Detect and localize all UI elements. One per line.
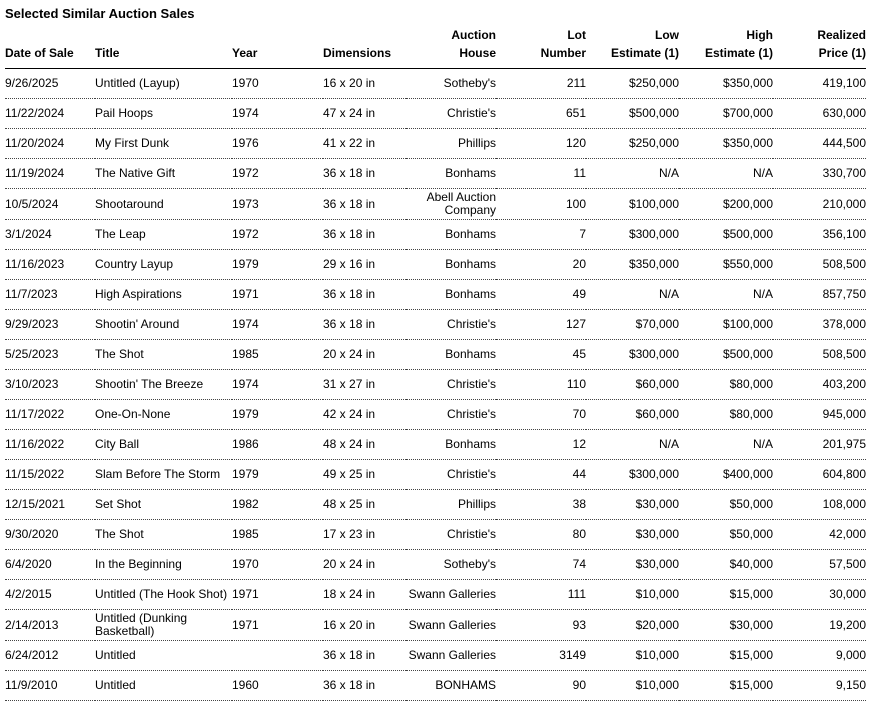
cell-realized_price: 9,150 [773,671,866,701]
cell-low_estimate: $350,000 [586,250,679,280]
cell-lot_number: 49 [496,280,586,310]
cell-high_estimate: $350,000 [679,129,773,159]
cell-lot_number: 120 [496,129,586,159]
cell-realized_price: 419,100 [773,69,866,99]
cell-dimensions: 48 x 25 in [323,490,406,520]
cell-auction_house: Swann Galleries [406,641,496,671]
cell-lot_number: 127 [496,310,586,340]
cell-high_estimate: $40,000 [679,550,773,580]
cell-date_of_sale: 11/19/2024 [5,159,95,189]
table-row [5,340,866,370]
cell-date_of_sale: 3/10/2023 [5,370,95,400]
cell-auction_house: Christie's [406,520,496,550]
cell-year: 1986 [232,430,323,460]
cell-auction_house: Bonhams [406,159,496,189]
table-row [5,400,866,430]
cell-year: 1976 [232,129,323,159]
cell-lot_number: 12 [496,430,586,460]
cell-lot_number: 93 [496,610,586,641]
cell-high_estimate: $15,000 [679,671,773,701]
cell-lot_number: 110 [496,370,586,400]
cell-high_estimate: $700,000 [679,99,773,129]
table-row [5,460,866,490]
cell-auction_house: Bonhams [406,340,496,370]
table-row [5,370,866,400]
cell-title: Untitled [95,641,232,671]
cell-low_estimate: $500,000 [586,99,679,129]
cell-title: My First Dunk [95,129,232,159]
cell-lot_number: 20 [496,250,586,280]
cell-auction_house: Swann Galleries [406,610,496,641]
cell-realized_price: 19,200 [773,610,866,641]
cell-realized_price: 604,800 [773,460,866,490]
cell-low_estimate: $10,000 [586,671,679,701]
cell-auction_house: Bonhams [406,220,496,250]
cell-auction_house: Bonhams [406,250,496,280]
cell-lot_number: 90 [496,671,586,701]
cell-realized_price: 57,500 [773,550,866,580]
table-row [5,220,866,250]
table-row [5,580,866,610]
cell-high_estimate: $100,000 [679,310,773,340]
table-row [5,520,866,550]
cell-high_estimate: $350,000 [679,69,773,99]
cell-auction_house: Christie's [406,310,496,340]
cell-high_estimate: N/A [679,159,773,189]
table-row [5,129,866,159]
cell-realized_price: 30,000 [773,580,866,610]
cell-lot_number: 100 [496,189,586,220]
cell-low_estimate: $300,000 [586,460,679,490]
column-header-dimensions: Dimensions [323,24,406,69]
cell-year: 1974 [232,310,323,340]
cell-lot_number: 3149 [496,641,586,671]
header-row [5,24,866,69]
cell-dimensions: 49 x 25 in [323,460,406,490]
column-header-title: Title [95,24,232,69]
cell-low_estimate: $30,000 [586,520,679,550]
cell-year: 1970 [232,550,323,580]
cell-low_estimate: N/A [586,159,679,189]
cell-dimensions: 36 x 18 in [323,641,406,671]
cell-auction_house: Phillips [406,129,496,159]
column-header-auction_house: Auction House [406,24,496,69]
cell-low_estimate: $100,000 [586,189,679,220]
cell-realized_price: 508,500 [773,340,866,370]
cell-dimensions: 31 x 27 in [323,370,406,400]
cell-date_of_sale: 11/17/2022 [5,400,95,430]
column-header-lot_number: Lot Number [496,24,586,69]
cell-high_estimate: $15,000 [679,641,773,671]
cell-title: Slam Before The Storm [95,460,232,490]
cell-date_of_sale: 4/2/2015 [5,580,95,610]
cell-realized_price: 356,100 [773,220,866,250]
cell-dimensions: 36 x 18 in [323,220,406,250]
table-row [5,99,866,129]
cell-low_estimate: $300,000 [586,220,679,250]
cell-title: In the Beginning [95,550,232,580]
cell-high_estimate: $500,000 [679,220,773,250]
cell-realized_price: 330,700 [773,159,866,189]
cell-realized_price: 9,000 [773,641,866,671]
cell-dimensions: 41 x 22 in [323,129,406,159]
table-row [5,69,866,99]
cell-dimensions: 36 x 18 in [323,280,406,310]
cell-year: 1979 [232,460,323,490]
column-header-date_of_sale: Date of Sale [5,24,95,69]
cell-low_estimate: $30,000 [586,490,679,520]
cell-low_estimate: $30,000 [586,550,679,580]
cell-year: 1973 [232,189,323,220]
cell-auction_house: Christie's [406,460,496,490]
cell-title: Pail Hoops [95,99,232,129]
cell-lot_number: 80 [496,520,586,550]
cell-title: City Ball [95,430,232,460]
cell-lot_number: 111 [496,580,586,610]
cell-high_estimate: $80,000 [679,400,773,430]
cell-title: The Shot [95,340,232,370]
cell-high_estimate: $200,000 [679,189,773,220]
cell-realized_price: 210,000 [773,189,866,220]
cell-low_estimate: N/A [586,280,679,310]
cell-low_estimate: $60,000 [586,370,679,400]
table-row [5,641,866,671]
cell-realized_price: 857,750 [773,280,866,310]
cell-lot_number: 651 [496,99,586,129]
cell-year: 1974 [232,99,323,129]
cell-dimensions: 47 x 24 in [323,99,406,129]
cell-title: Shootin' Around [95,310,232,340]
cell-realized_price: 945,000 [773,400,866,430]
cell-title: The Shot [95,520,232,550]
cell-year: 1972 [232,220,323,250]
table-header [5,24,866,69]
cell-title: Set Shot [95,490,232,520]
auction-sales-table [5,24,866,701]
table-row [5,310,866,340]
cell-high_estimate: $30,000 [679,610,773,641]
cell-year [232,641,323,671]
table-row [5,490,866,520]
cell-date_of_sale: 6/4/2020 [5,550,95,580]
cell-date_of_sale: 11/22/2024 [5,99,95,129]
cell-lot_number: 38 [496,490,586,520]
cell-title: The Native Gift [95,159,232,189]
cell-title: Untitled (Layup) [95,69,232,99]
table-body [5,69,866,701]
cell-dimensions: 18 x 24 in [323,580,406,610]
cell-dimensions: 36 x 18 in [323,159,406,189]
cell-title: High Aspirations [95,280,232,310]
cell-high_estimate: $50,000 [679,520,773,550]
cell-date_of_sale: 9/30/2020 [5,520,95,550]
cell-auction_house: Sotheby's [406,550,496,580]
table-row [5,610,866,641]
cell-auction_house: Abell Auction Company [406,189,496,220]
cell-date_of_sale: 12/15/2021 [5,490,95,520]
cell-title: Untitled [95,671,232,701]
cell-dimensions: 16 x 20 in [323,69,406,99]
cell-low_estimate: $300,000 [586,340,679,370]
table-row [5,250,866,280]
cell-year: 1972 [232,159,323,189]
cell-dimensions: 29 x 16 in [323,250,406,280]
cell-dimensions: 48 x 24 in [323,430,406,460]
cell-auction_house: Bonhams [406,430,496,460]
cell-lot_number: 211 [496,69,586,99]
cell-dimensions: 16 x 20 in [323,610,406,641]
cell-high_estimate: N/A [679,280,773,310]
cell-low_estimate: N/A [586,430,679,460]
cell-realized_price: 378,000 [773,310,866,340]
cell-year: 1960 [232,671,323,701]
cell-low_estimate: $20,000 [586,610,679,641]
table-row [5,430,866,460]
cell-high_estimate: $50,000 [679,490,773,520]
cell-year: 1971 [232,580,323,610]
cell-title: Shootin' The Breeze [95,370,232,400]
cell-date_of_sale: 11/16/2022 [5,430,95,460]
cell-date_of_sale: 11/7/2023 [5,280,95,310]
cell-auction_house: Sotheby's [406,69,496,99]
cell-dimensions: 20 x 24 in [323,550,406,580]
cell-realized_price: 201,975 [773,430,866,460]
cell-dimensions: 17 x 23 in [323,520,406,550]
table-row [5,671,866,701]
cell-low_estimate: $10,000 [586,641,679,671]
cell-high_estimate: $400,000 [679,460,773,490]
cell-year: 1982 [232,490,323,520]
cell-low_estimate: $70,000 [586,310,679,340]
table-row [5,280,866,310]
cell-auction_house: Phillips [406,490,496,520]
cell-auction_house: Christie's [406,99,496,129]
cell-lot_number: 74 [496,550,586,580]
cell-auction_house: Christie's [406,370,496,400]
cell-title: The Leap [95,220,232,250]
cell-title: Untitled (Dunking Basketball) [95,610,232,641]
cell-high_estimate: $80,000 [679,370,773,400]
cell-year: 1985 [232,520,323,550]
cell-dimensions: 42 x 24 in [323,400,406,430]
cell-year: 1971 [232,610,323,641]
cell-realized_price: 42,000 [773,520,866,550]
cell-year: 1970 [232,69,323,99]
cell-year: 1971 [232,280,323,310]
column-header-low_estimate: Low Estimate (1) [586,24,679,69]
cell-year: 1979 [232,250,323,280]
cell-auction_house: Christie's [406,400,496,430]
cell-lot_number: 11 [496,159,586,189]
cell-auction_house: BONHAMS [406,671,496,701]
cell-low_estimate: $60,000 [586,400,679,430]
cell-dimensions: 36 x 18 in [323,671,406,701]
cell-title: Untitled (The Hook Shot) [95,580,232,610]
cell-title: Country Layup [95,250,232,280]
cell-auction_house: Bonhams [406,280,496,310]
cell-dimensions: 36 x 18 in [323,310,406,340]
cell-high_estimate: $15,000 [679,580,773,610]
cell-lot_number: 44 [496,460,586,490]
cell-date_of_sale: 11/9/2010 [5,671,95,701]
column-header-year: Year [232,24,323,69]
cell-date_of_sale: 2/14/2013 [5,610,95,641]
table-row [5,550,866,580]
cell-date_of_sale: 9/26/2025 [5,69,95,99]
cell-title: Shootaround [95,189,232,220]
cell-realized_price: 630,000 [773,99,866,129]
cell-year: 1979 [232,400,323,430]
cell-realized_price: 108,000 [773,490,866,520]
cell-lot_number: 45 [496,340,586,370]
cell-dimensions: 20 x 24 in [323,340,406,370]
cell-high_estimate: $550,000 [679,250,773,280]
cell-realized_price: 444,500 [773,129,866,159]
cell-low_estimate: $250,000 [586,69,679,99]
cell-year: 1985 [232,340,323,370]
cell-auction_house: Swann Galleries [406,580,496,610]
cell-date_of_sale: 3/1/2024 [5,220,95,250]
table-row [5,189,866,220]
cell-realized_price: 508,500 [773,250,866,280]
table-row [5,159,866,189]
cell-date_of_sale: 11/15/2022 [5,460,95,490]
cell-high_estimate: N/A [679,430,773,460]
cell-date_of_sale: 9/29/2023 [5,310,95,340]
cell-low_estimate: $250,000 [586,129,679,159]
cell-realized_price: 403,200 [773,370,866,400]
page-title: Selected Similar Auction Sales [5,6,195,21]
cell-year: 1974 [232,370,323,400]
cell-date_of_sale: 6/24/2012 [5,641,95,671]
cell-date_of_sale: 11/20/2024 [5,129,95,159]
column-header-realized_price: Realized Price (1) [773,24,866,69]
cell-date_of_sale: 10/5/2024 [5,189,95,220]
cell-lot_number: 7 [496,220,586,250]
cell-lot_number: 70 [496,400,586,430]
cell-title: One-On-None [95,400,232,430]
cell-dimensions: 36 x 18 in [323,189,406,220]
cell-low_estimate: $10,000 [586,580,679,610]
cell-high_estimate: $500,000 [679,340,773,370]
cell-date_of_sale: 5/25/2023 [5,340,95,370]
column-header-high_estimate: High Estimate (1) [679,24,773,69]
cell-date_of_sale: 11/16/2023 [5,250,95,280]
